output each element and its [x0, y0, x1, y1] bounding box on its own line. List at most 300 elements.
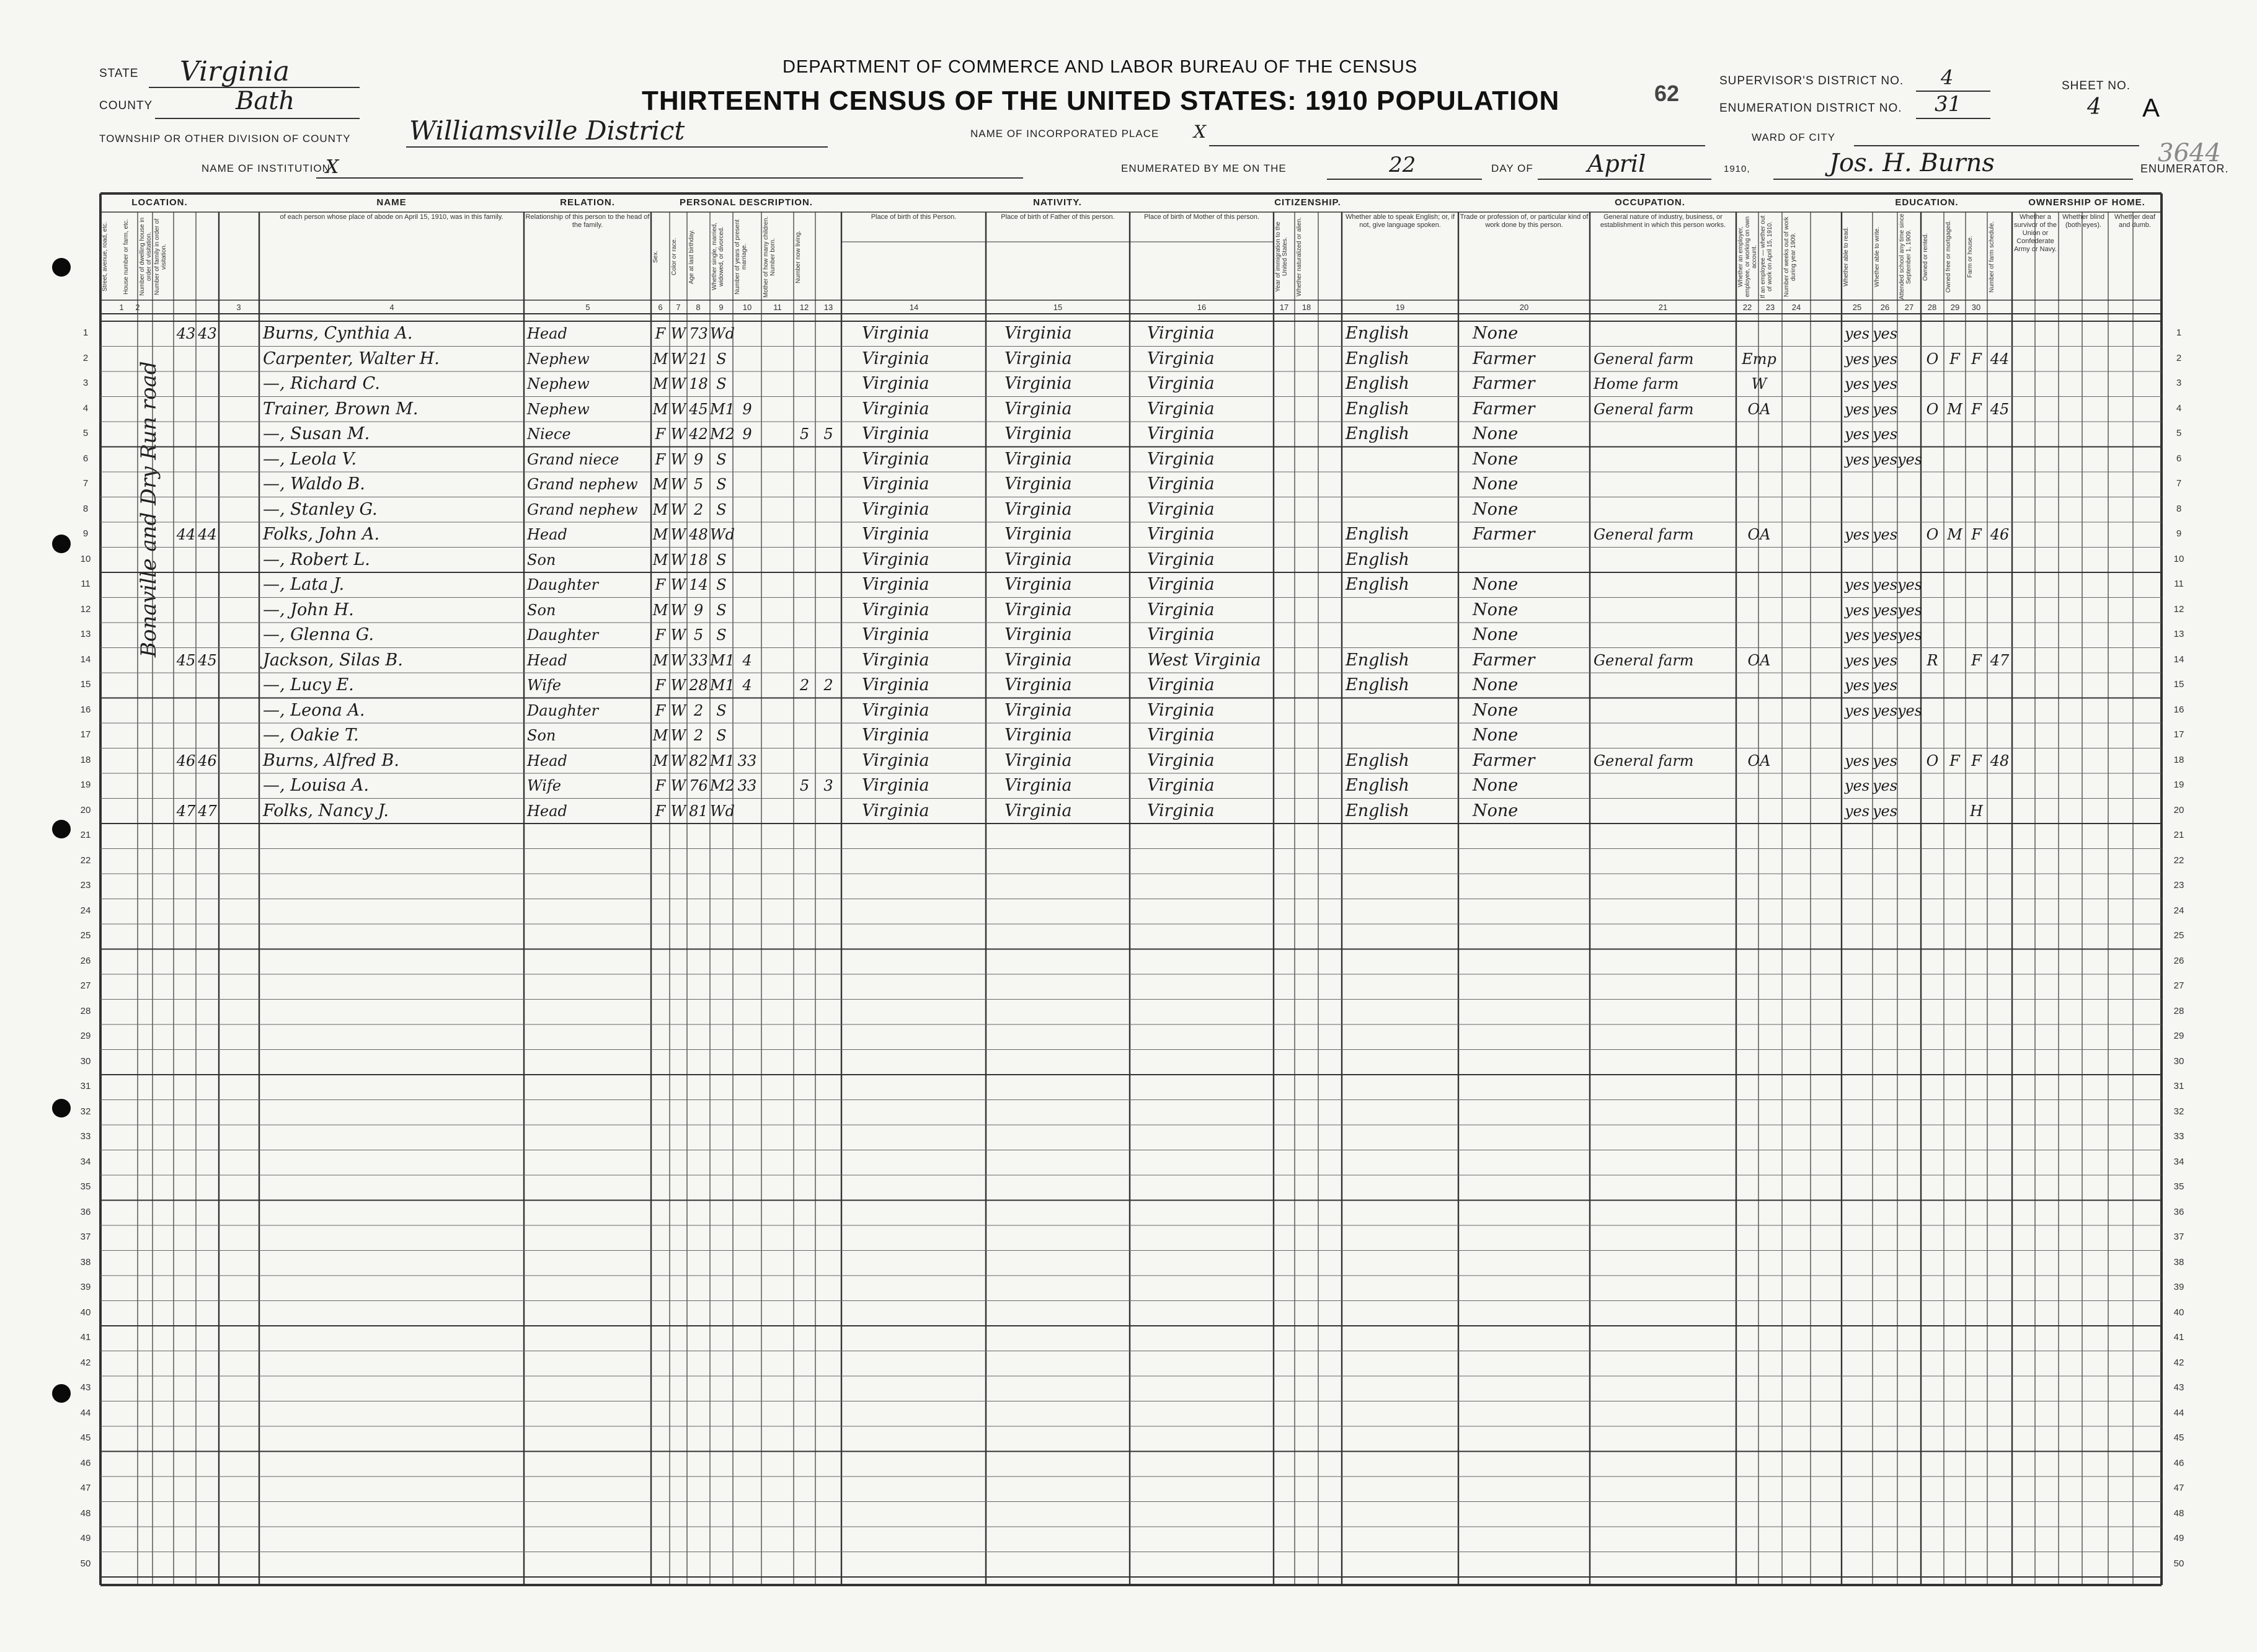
column-caption-c21: General nature of industry, business, or establishment in which this person works.	[1600, 213, 1726, 229]
entry-marital: M1	[710, 400, 735, 418]
row-number-right: 45	[2173, 1432, 2184, 1443]
column-caption-c20: Trade or profession of, or particular kind of work done by this person.	[1460, 213, 1589, 229]
entry-birth: Virginia	[862, 600, 929, 620]
entry-relation: Son	[527, 727, 556, 744]
row-number-right: 14	[2173, 654, 2184, 665]
column-caption-c16: Place of birth of Mother of this person.	[1144, 213, 1259, 221]
entry-marital: Wd	[710, 802, 735, 820]
entry-race: W	[670, 651, 686, 669]
row-number-left: 24	[80, 905, 91, 916]
entry-trade: None	[1473, 625, 1519, 644]
entry-read: yes	[1844, 325, 1870, 342]
entry-age: 9	[693, 450, 704, 468]
entry-mother: Virginia	[1147, 349, 1215, 368]
entry-trade: None	[1473, 449, 1519, 469]
entry-marital: Wd	[710, 526, 735, 543]
entry-schedule: 44	[1990, 350, 2010, 368]
row-number-right: 42	[2173, 1357, 2184, 1368]
row-number-right: 11	[2174, 579, 2184, 589]
row-number-right: 30	[2173, 1055, 2184, 1067]
entry-dwelling: 47	[176, 802, 196, 820]
entry-read: yes	[1844, 576, 1870, 593]
entry-read: yes	[1844, 450, 1870, 468]
row-number-left: 32	[80, 1106, 91, 1117]
row-number-right: 27	[2173, 980, 2184, 991]
row-number-left: 2	[82, 352, 89, 363]
entry-age: 5	[693, 476, 704, 493]
entry-age: 33	[689, 651, 708, 669]
entry-marital: S	[716, 576, 727, 593]
day-of-label: DAY OF	[1491, 162, 1533, 174]
entry-race: W	[670, 375, 686, 393]
entry-marital: S	[716, 701, 727, 719]
entry-name: —, Robert L.	[263, 549, 370, 569]
group-heading: OWNERSHIP OF HOME.	[2028, 197, 2145, 208]
row-number-right: 24	[2173, 905, 2184, 916]
entry-birth: Virginia	[862, 750, 929, 770]
row-number-left: 17	[80, 729, 91, 740]
entry-relation: Nephew	[527, 350, 590, 368]
row-number-right: 2	[2176, 352, 2182, 363]
row-number-left: 14	[80, 654, 91, 665]
column-number: 18	[1301, 303, 1311, 312]
entry-marital: S	[716, 450, 727, 468]
entry-father: Virginia	[1004, 374, 1072, 393]
entry-marital: M2	[710, 777, 735, 794]
entry-years: 4	[742, 677, 752, 694]
entry-age: 2	[693, 727, 704, 744]
entry-name: Folks, John A.	[263, 525, 380, 544]
entry-family: 43	[198, 325, 217, 342]
column-number: 20	[1519, 303, 1529, 312]
entry-schedule: 47	[1990, 651, 2010, 669]
entry-birth: Virginia	[862, 801, 929, 820]
entry-race: W	[670, 626, 686, 644]
entry-owned: O	[1926, 526, 1939, 543]
row-number-right: 48	[2173, 1508, 2184, 1519]
entry-owned: O	[1926, 752, 1939, 770]
entry-language: English	[1346, 575, 1409, 594]
group-heading: NATIVITY.	[1033, 197, 1082, 208]
entry-dwelling: 46	[176, 752, 196, 770]
column-number: 2	[135, 303, 140, 312]
row-number-left: 3	[82, 378, 89, 388]
entry-read: yes	[1844, 526, 1870, 543]
place-value: X	[1194, 122, 1206, 142]
entry-marital: S	[716, 551, 727, 569]
entry-relation: Nephew	[527, 375, 590, 393]
row-number-left: 29	[80, 1031, 91, 1041]
column-caption-c3: Number of dwelling house in order of visitation.	[139, 217, 153, 296]
row-number-right: 31	[2173, 1081, 2184, 1091]
entry-mother: Virginia	[1147, 600, 1215, 620]
entry-race: W	[670, 576, 686, 593]
row-number-right: 1	[2176, 327, 2182, 338]
entry-trade: None	[1473, 499, 1519, 519]
entry-write: yes	[1873, 526, 1898, 543]
entry-school: yes	[1897, 626, 1923, 644]
row-number-left: 1	[82, 327, 89, 338]
row-number-right: 40	[2173, 1307, 2184, 1318]
entry-years: 33	[737, 777, 757, 794]
entry-father: Virginia	[1004, 675, 1072, 695]
entry-birth: Virginia	[862, 374, 929, 393]
entry-age: 21	[689, 350, 708, 368]
entry-sex: F	[655, 777, 666, 794]
entry-father: Virginia	[1004, 625, 1072, 644]
entry-race: W	[670, 350, 686, 368]
row-number-left: 43	[80, 1382, 91, 1393]
enumeration-value: 31	[1935, 92, 1962, 117]
entry-name: —, Oakie T.	[263, 726, 359, 745]
entry-farm: F	[1971, 752, 1982, 770]
entry-mother: Virginia	[1147, 575, 1215, 594]
row-number-right: 13	[2173, 629, 2184, 639]
entry-marital: S	[716, 626, 727, 644]
row-number-left: 25	[80, 930, 91, 941]
entry-birth: Virginia	[862, 700, 929, 720]
row-number-right: 17	[2173, 729, 2184, 740]
entry-race: W	[670, 601, 686, 619]
entry-relation: Grand nephew	[527, 500, 638, 518]
entry-name: —, John H.	[263, 600, 354, 620]
entry-marital: S	[716, 350, 727, 368]
row-number-left: 5	[82, 428, 89, 438]
entry-sex: F	[655, 576, 666, 593]
institution-value: X	[326, 156, 339, 178]
entry-trade: None	[1473, 700, 1519, 720]
entry-sex: F	[655, 425, 666, 443]
entry-birth: Virginia	[862, 549, 929, 569]
column-number: 9	[719, 303, 724, 312]
supervisor-label: SUPERVISOR'S DISTRICT NO.	[1719, 74, 1904, 87]
entry-trade: None	[1473, 675, 1519, 695]
entry-living: 5	[823, 425, 833, 443]
entry-race: W	[670, 677, 686, 694]
entry-school: yes	[1897, 601, 1923, 619]
entry-industry: General farm	[1594, 400, 1694, 418]
enumerator-name: Jos. H. Burns	[1829, 149, 1995, 177]
enumerator-label: ENUMERATOR.	[2140, 162, 2229, 175]
entry-sex: F	[655, 677, 666, 694]
row-number-left: 50	[80, 1558, 91, 1569]
entry-father: Virginia	[1004, 525, 1072, 544]
entry-farm: F	[1971, 350, 1982, 368]
group-heading: RELATION.	[560, 197, 615, 208]
entry-employ: OA	[1747, 651, 1771, 669]
entry-father: Virginia	[1004, 776, 1072, 795]
department-heading: DEPARTMENT OF COMMERCE AND LABOR BUREAU OF THE CENSUS	[783, 57, 1418, 77]
row-number-left: 11	[81, 579, 91, 589]
column-number: 8	[696, 303, 701, 312]
entry-mother: Virginia	[1147, 625, 1215, 644]
entry-relation: Wife	[527, 677, 562, 694]
entry-mother: Virginia	[1147, 324, 1215, 343]
group-heading: PERSONAL DESCRIPTION.	[680, 197, 813, 208]
column-number: 4	[389, 303, 394, 312]
row-number-right: 22	[2173, 855, 2184, 866]
entry-sex: M	[652, 400, 668, 418]
row-number-left: 44	[80, 1407, 91, 1418]
entry-trade: None	[1473, 600, 1519, 620]
entry-dwelling: 43	[176, 325, 196, 342]
row-number-left: 13	[80, 629, 91, 639]
column-caption-c13: Number now living.	[795, 230, 802, 283]
row-number-left: 21	[80, 830, 91, 840]
entry-race: W	[670, 526, 686, 543]
row-number-left: 42	[80, 1357, 91, 1368]
state-label: STATE	[99, 67, 139, 80]
row-number-right: 21	[2173, 830, 2184, 840]
entry-sex: F	[655, 325, 666, 342]
entry-trade: Farmer	[1473, 374, 1535, 393]
row-number-right: 28	[2173, 1005, 2184, 1016]
entry-name: —, Lucy E.	[263, 675, 354, 695]
row-number-right: 41	[2173, 1332, 2184, 1343]
column-number: 10	[742, 303, 752, 312]
row-number-right: 19	[2173, 779, 2184, 790]
entry-sex: F	[655, 701, 666, 719]
entry-trade: None	[1473, 801, 1519, 820]
entry-read: yes	[1844, 651, 1870, 669]
entry-age: 2	[693, 500, 704, 518]
entry-language: English	[1346, 776, 1409, 795]
entry-mother: West Virginia	[1147, 650, 1261, 670]
entry-marital: M2	[710, 425, 735, 443]
row-number-left: 23	[80, 880, 91, 890]
row-number-right: 44	[2173, 1407, 2184, 1418]
column-number: 21	[1658, 303, 1668, 312]
column-caption-c33: Whether blind (both eyes).	[2062, 213, 2104, 229]
group-heading: EDUCATION.	[1895, 197, 1959, 208]
entry-name: —, Richard C.	[263, 374, 380, 393]
entry-family: 46	[198, 752, 217, 770]
ward-label: WARD OF CITY	[1752, 131, 1836, 143]
column-number: 1	[119, 303, 124, 312]
entry-name: —, Susan M.	[263, 424, 370, 443]
column-caption-c5: of each person whose place of abode on April 15, 1910, was in this family.	[280, 213, 503, 221]
column-caption-c15: Place of birth of Father of this person.	[1001, 213, 1115, 221]
row-number-right: 47	[2173, 1483, 2184, 1493]
entry-mother: Virginia	[1147, 424, 1215, 443]
entry-years: 4	[742, 651, 752, 669]
row-number-right: 32	[2173, 1106, 2184, 1117]
row-number-left: 34	[80, 1156, 91, 1167]
column-caption-c7: Sex.	[652, 251, 659, 264]
row-number-right: 15	[2173, 679, 2184, 690]
row-number-left: 22	[80, 855, 91, 866]
entry-write: yes	[1873, 350, 1898, 368]
entry-read: yes	[1844, 601, 1870, 619]
column-caption-c32: Whether a survivor of the Union or Confederate Army or Navy.	[2013, 213, 2057, 253]
entry-marital: S	[716, 375, 727, 393]
entry-age: 76	[689, 777, 708, 794]
entry-employ: OA	[1747, 400, 1771, 418]
sheet-side: A	[2142, 93, 2160, 122]
entry-age: 18	[689, 551, 708, 569]
entry-language: English	[1346, 675, 1409, 695]
entry-write: yes	[1873, 701, 1898, 719]
township-value: Williamsville District	[409, 115, 685, 146]
column-number: 15	[1053, 303, 1063, 312]
column-caption-c9: Age at last birthday.	[688, 229, 695, 284]
group-heading: NAME	[376, 197, 407, 208]
column-caption-c30: Farm or house.	[1967, 236, 1974, 278]
row-number-left: 39	[80, 1282, 91, 1292]
institution-label: NAME OF INSTITUTION	[202, 162, 330, 174]
enumerated-day: 22	[1389, 153, 1416, 177]
row-number-right: 23	[2173, 880, 2184, 890]
entry-relation: Daughter	[527, 701, 599, 719]
row-number-right: 3	[2176, 378, 2182, 388]
entry-read: yes	[1844, 375, 1870, 393]
entry-birth: Virginia	[862, 399, 929, 419]
entry-race: W	[670, 476, 686, 493]
column-caption-c28: Owned or rented.	[1922, 233, 1929, 281]
entry-trade: None	[1473, 474, 1519, 494]
entry-write: yes	[1873, 375, 1898, 393]
row-number-right: 33	[2173, 1131, 2184, 1142]
entry-language: English	[1346, 549, 1409, 569]
row-number-left: 45	[80, 1432, 91, 1443]
row-number-right: 4	[2176, 402, 2182, 414]
row-number-right: 25	[2173, 930, 2184, 941]
column-caption-c23: If an employee — whether out of work on April 15, 1910.	[1760, 215, 1773, 298]
entry-marital: S	[716, 476, 727, 493]
entry-trade: None	[1473, 776, 1519, 795]
entry-write: yes	[1873, 626, 1898, 644]
entry-read: yes	[1844, 752, 1870, 770]
column-caption-c34: Whether deaf and dumb.	[2114, 213, 2156, 229]
entry-born: 5	[799, 425, 810, 443]
entry-sex: M	[652, 375, 668, 393]
row-number-right: 38	[2173, 1256, 2184, 1268]
entry-family: 44	[198, 526, 217, 543]
entry-school: yes	[1897, 450, 1923, 468]
entry-read: yes	[1844, 777, 1870, 794]
column-caption-c22: Whether an employer, employee, or working on own account.	[1737, 216, 1758, 298]
entry-born: 2	[799, 677, 810, 694]
entry-age: 5	[693, 626, 704, 644]
entry-name: —, Waldo B.	[263, 474, 365, 494]
entry-read: yes	[1844, 626, 1870, 644]
entry-sex: M	[652, 727, 668, 744]
column-caption-c31: Number of farm schedule.	[1989, 221, 1995, 293]
row-number-left: 41	[80, 1332, 91, 1343]
entry-race: W	[670, 450, 686, 468]
entry-father: Virginia	[1004, 474, 1072, 494]
column-number: 28	[1927, 303, 1937, 312]
column-number: 16	[1197, 303, 1207, 312]
column-caption-c10: Whether single, married, widowed, or divorced.	[711, 223, 725, 291]
entry-relation: Head	[527, 752, 567, 770]
column-caption-c19: Whether able to speak English; or, if not, give language spoken.	[1345, 213, 1455, 229]
entry-write: yes	[1873, 576, 1898, 593]
row-number-right: 10	[2173, 553, 2184, 564]
entry-mother: Virginia	[1147, 776, 1215, 795]
row-number-left: 30	[80, 1055, 91, 1067]
column-number: 29	[1950, 303, 1960, 312]
entry-birth: Virginia	[862, 650, 929, 670]
entry-trade: Farmer	[1473, 399, 1535, 419]
row-number-right: 35	[2173, 1181, 2184, 1192]
column-number: 14	[909, 303, 919, 312]
entry-father: Virginia	[1004, 600, 1072, 620]
entry-born: 5	[799, 777, 810, 794]
row-number-right: 37	[2173, 1232, 2184, 1242]
column-number: 7	[676, 303, 681, 312]
group-heading: LOCATION.	[131, 197, 188, 208]
entry-employ: W	[1751, 375, 1767, 393]
entry-language: English	[1346, 750, 1409, 770]
row-number-right: 34	[2173, 1156, 2184, 1167]
entry-school: yes	[1897, 701, 1923, 719]
entry-age: 82	[689, 752, 708, 770]
row-number-left: 7	[82, 478, 89, 489]
entry-relation: Grand niece	[527, 450, 619, 468]
entry-sex: F	[655, 802, 666, 820]
entry-marital: S	[716, 727, 727, 744]
entry-language: English	[1346, 349, 1409, 368]
column-number: 6	[658, 303, 663, 312]
entry-marital: S	[716, 500, 727, 518]
entry-race: W	[670, 500, 686, 518]
entry-language: English	[1346, 525, 1409, 544]
row-number-left: 12	[80, 603, 91, 615]
entry-employ: OA	[1747, 752, 1771, 770]
entry-birth: Virginia	[862, 424, 929, 443]
entry-industry: General farm	[1594, 651, 1694, 669]
entry-farm: F	[1971, 526, 1982, 543]
state-value: Virginia	[180, 56, 290, 87]
entry-name: Burns, Alfred B.	[263, 750, 399, 770]
row-number-left: 26	[80, 955, 91, 966]
entry-marital: M1	[710, 752, 735, 770]
row-number-right: 8	[2176, 503, 2182, 514]
entry-mortgaged: M	[1947, 400, 1962, 418]
entry-relation: Son	[527, 551, 556, 569]
entry-write: yes	[1873, 651, 1898, 669]
column-caption-c18: Whether naturalized or alien.	[1296, 217, 1303, 296]
county-value: Bath	[236, 87, 295, 115]
entry-sex: M	[652, 601, 668, 619]
entry-dwelling: 44	[176, 526, 196, 543]
row-number-right: 18	[2173, 754, 2184, 765]
entry-birth: Virginia	[862, 625, 929, 644]
column-caption-c29: Owned free or mortgaged.	[1945, 220, 1952, 293]
entry-relation: Daughter	[527, 626, 599, 644]
sheet-label: SHEET NO.	[2062, 79, 2131, 92]
entry-read: yes	[1844, 425, 1870, 443]
entry-race: W	[670, 551, 686, 569]
entry-birth: Virginia	[862, 474, 929, 494]
entry-age: 45	[689, 400, 708, 418]
column-number: 30	[1971, 303, 1981, 312]
column-caption-c4: Number of family in order of visitation.	[154, 218, 167, 295]
column-number: 25	[1852, 303, 1862, 312]
entry-relation: Head	[527, 325, 567, 342]
row-number-right: 9	[2176, 528, 2182, 539]
entry-mother: Virginia	[1147, 525, 1215, 544]
entry-birth: Virginia	[862, 349, 929, 368]
entry-mother: Virginia	[1147, 750, 1215, 770]
row-number-left: 28	[80, 1005, 91, 1016]
entry-father: Virginia	[1004, 424, 1072, 443]
entry-mother: Virginia	[1147, 499, 1215, 519]
column-number: 12	[799, 303, 809, 312]
entry-sex: F	[655, 450, 666, 468]
row-number-right: 5	[2176, 428, 2182, 438]
